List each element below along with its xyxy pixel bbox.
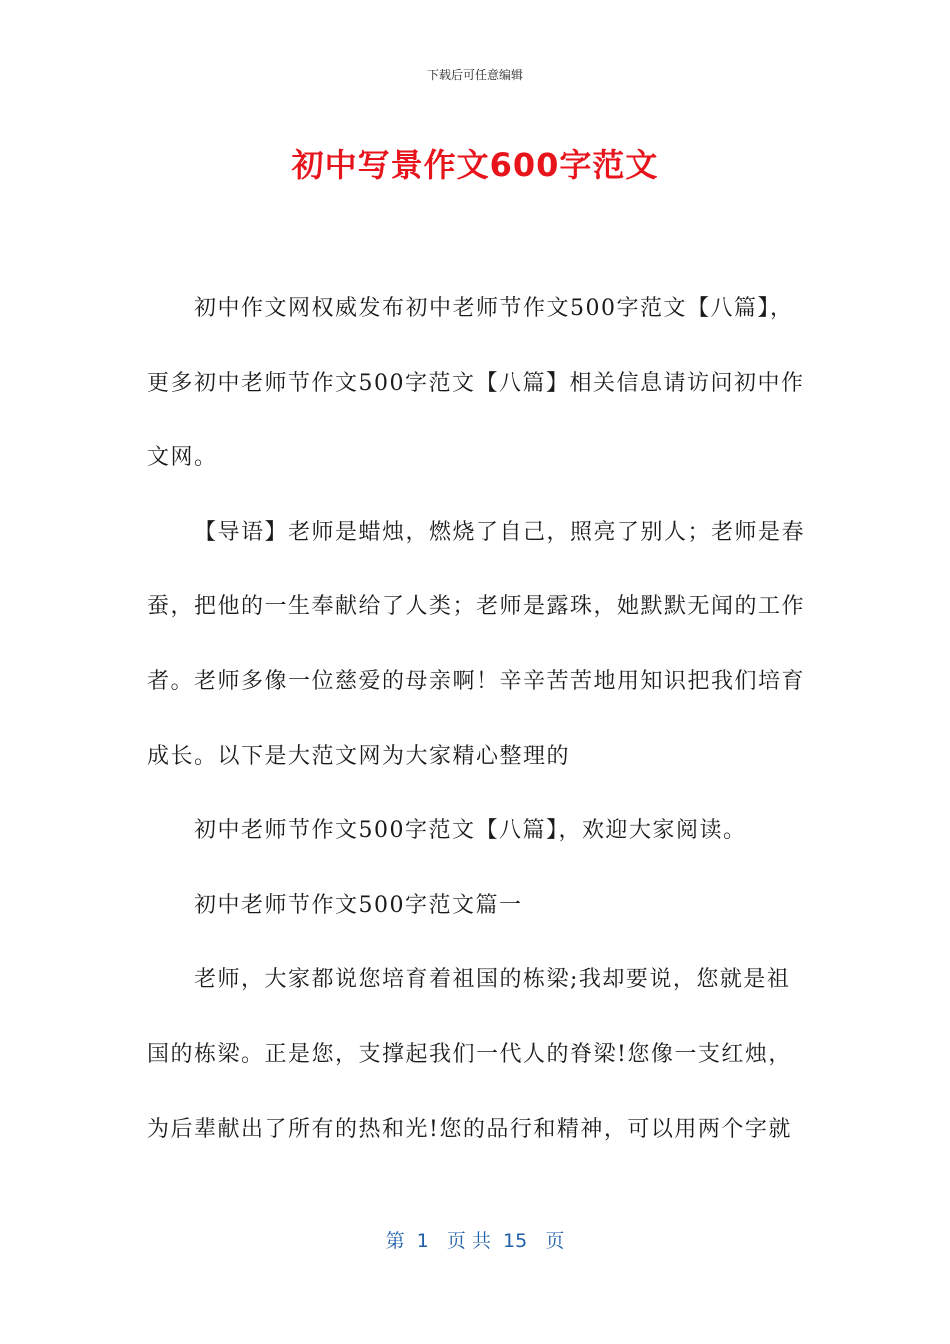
paragraph-intro: 初中作文网权威发布初中老师节作文500字范文【八篇】，更多初中老师节作文500字范文【八篇】相关信息请访问初中作文网。 — [147, 296, 805, 471]
document-title: 初中写景作文600字范文 — [291, 146, 659, 184]
header-note: 下载后可任意编辑 — [426, 68, 523, 82]
paragraph-welcome: 初中老师节作文500字范文【八篇】，欢迎大家阅读。 — [194, 818, 747, 844]
document-body — [147, 272, 807, 1167]
page-number-footer: 第 1 页 共 15 页 — [385, 1230, 565, 1252]
paragraph-preface: 【导语】老师是蜡烛，燃烧了自己，照亮了别人；老师是春蚕，把他的一生奉献给了人类；老师是露珠，她默默无闻的工作者。老师多像一位慈爱的母亲啊！辛辛苦苦地用知识把我们培育成长。以下是大范文网为大家精心整理的 — [147, 519, 806, 769]
section-heading: 初中老师节作文500字范文篇一 — [194, 892, 523, 918]
paragraph-essay-one: 老师，大家都说您培育着祖国的栋梁;我却要说，您就是祖国的栋梁。正是您，支撑起我们一代人的脊梁!您像一支红烛，为后辈献出了所有的热和光!您的品行和精神，可以用两个字就 — [147, 967, 792, 1142]
